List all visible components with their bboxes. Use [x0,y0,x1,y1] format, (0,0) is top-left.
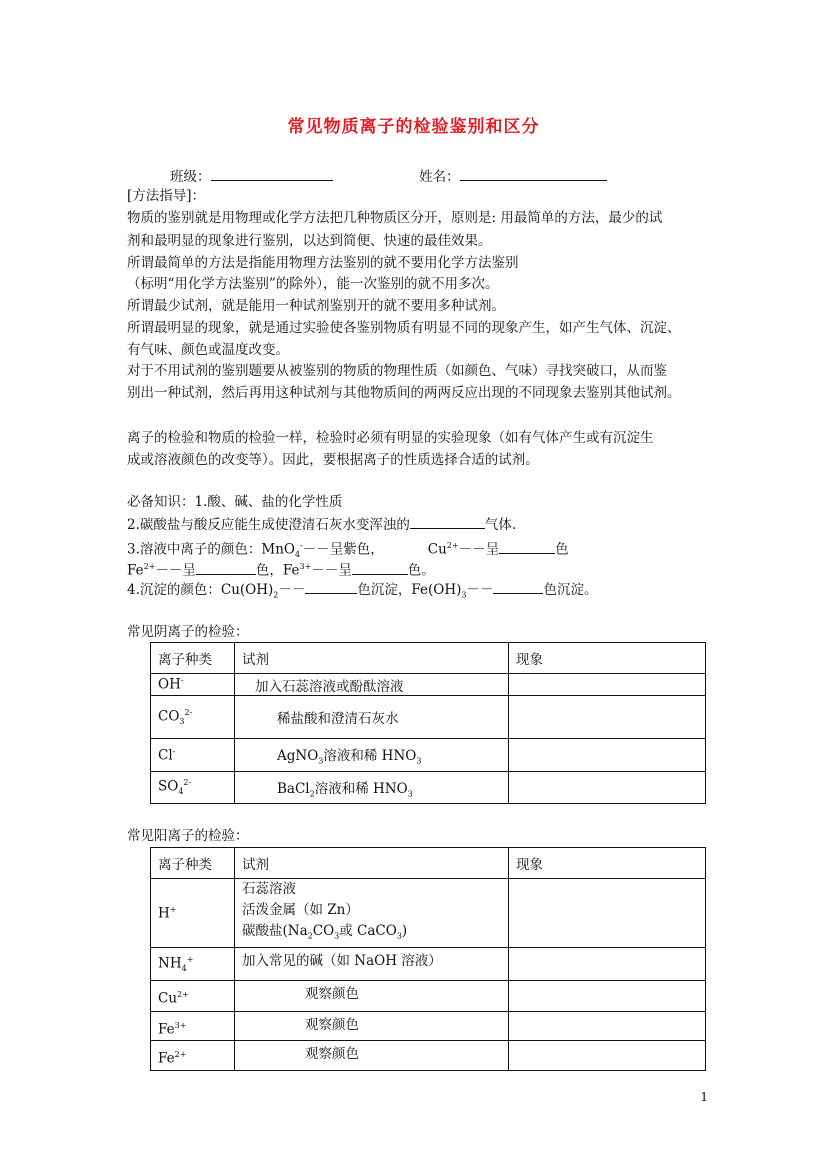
ion-cell [151,1041,235,1071]
subscript: 3 [407,789,413,799]
method-para-line: 别出一种试剂，然后再用这种试剂与其他物质间的两两反应出现的不同现象去鉴别其他试剂。 [127,385,681,401]
reagent-part: ) [401,923,408,939]
cation-heading: 常见阳离子的检验： [127,828,249,844]
phenomenon-cell[interactable] [509,879,706,948]
document-title: 常见物质离子的检验鉴别和区分 [287,117,540,137]
feoh3-color-blank[interactable] [493,579,543,594]
subscript: 2 [273,590,279,600]
ion-text: NH [158,955,182,972]
cuoh2-color-blank[interactable] [305,579,357,594]
phenomenon-cell[interactable] [509,1041,706,1071]
reagent-cell: 加入常见的碱（如 NaOH 溶液） [235,947,509,980]
ion-cell [151,1011,235,1041]
reagent-cell [235,772,509,804]
method-para-line: 所谓最少试剂，就是能用一种试剂鉴别开的就不要用多种试剂。 [127,298,505,314]
knowledge-text: －－呈紫色， [302,541,384,558]
table-row [151,879,706,948]
reagent-text: 石蕊溶液 [242,881,296,897]
method-para-line: （标明“用化学方法鉴别”的除外），能一次鉴别的就不用多次。 [127,276,499,292]
method-para-line: 对于不用试剂的鉴别题要从被鉴别的物质的物理性质（如颜色、气味）寻找突破口，从而鉴 [127,363,667,379]
superscript: - [172,746,176,756]
reagent-part: 或 CaCO [339,923,397,939]
ion-cell [151,947,235,980]
subscript: 4 [178,787,184,797]
header-reagent: 试剂 [235,643,509,674]
reagent-cell: 观察颜色 [235,980,509,1011]
ion-cell [151,772,235,804]
knowledge-text: 3.溶液中离子的颜色：MnO [127,541,295,558]
reagent-cell [235,879,509,948]
knowledge-text: 色沉淀，Fe(OH) [357,582,462,598]
table-row [151,1011,706,1041]
superscript: + [169,904,177,914]
ion-cell [151,739,235,772]
knowledge-text: 气体. [484,517,517,533]
header-ion: 离子种类 [151,848,235,879]
knowledge-text: －－ [466,582,494,598]
cu-color-blank[interactable] [499,539,555,554]
knowledge-text: 色。 [407,562,435,579]
fe2-color-blank[interactable] [196,560,256,575]
ion-cell [151,879,235,948]
phenomenon-cell[interactable] [509,674,706,696]
reagent-text: 活泼金属（如 Zn） [242,902,359,918]
knowledge-text: Fe [127,562,144,579]
table-row [151,772,706,804]
ion-text: OH [158,676,181,693]
knowledge-text: 色 [555,541,569,558]
subscript: 2 [307,931,313,941]
superscript: 3+ [299,562,312,571]
ion-cell [151,696,235,739]
class-label: 班级： [170,169,211,185]
superscript: 3+ [174,1020,187,1030]
reagent-cell: 观察颜色 [235,1041,509,1071]
header-phenomenon: 现象 [509,643,706,674]
ion-text: Fe [158,1050,175,1067]
ion-text: Fe [158,1021,175,1038]
reagent-text: BaCl [277,780,310,797]
anion-heading: 常见阴离子的检验： [127,624,249,640]
knowledge-line-5 [127,579,597,606]
cation-table [150,847,706,1071]
method-para-line: 所谓最明显的现象，就是通过实验使各鉴别物质有明显不同的现象产生，如产生气体、沉淀、 [127,320,681,336]
reagent-cell [235,739,509,772]
phenomenon-cell[interactable] [509,772,706,804]
knowledge-line-1: 必备知识：1.酸、碱、盐的化学性质 [127,494,343,510]
method-para-line: 物质的鉴别就是用物理或化学方法把几种物质区分开，原则是: 用最简单的方法，最少的试 [127,210,663,226]
reagent-cell: 观察颜色 [235,1011,509,1041]
table-row [151,947,706,980]
superscript: - [180,676,184,686]
phenomenon-cell[interactable] [509,980,706,1011]
superscript: 2- [184,707,193,717]
table-row [151,1041,706,1071]
superscript: 2+ [446,541,459,550]
knowledge-line-4 [127,557,435,581]
class-blank[interactable] [211,166,333,181]
phenomenon-cell[interactable] [509,947,706,980]
class-name-row [170,166,607,187]
ion-text: CO [158,708,180,725]
method-heading: [方法指导]： [127,188,206,204]
reagent-cell: 加入石蕊溶液或酚酞溶液 [235,674,509,696]
reagent-text: AgNO [277,748,319,765]
method-para-line: 有气味、颜色或温度改变。 [127,342,289,358]
knowledge-text: －－呈 [155,562,196,579]
knowledge-text: 色沉淀。 [543,582,598,598]
knowledge-text: Cu [427,541,447,558]
superscript: + [186,954,194,964]
knowledge-text: 色，Fe [255,562,300,579]
reagent-text [242,921,508,947]
table-row [151,980,706,1011]
superscript: 2- [183,778,192,788]
header-phenomenon: 现象 [509,848,706,879]
ion-text: Cu [158,990,178,1007]
fe3-color-blank[interactable] [352,560,408,575]
ion-para-line: 离子的检验和物质的检验一样，检验时必须有明显的实验现象（如有气体产生或有沉淀生 [127,430,654,446]
subscript: 3 [416,756,422,766]
subscript: 4 [181,963,187,973]
knowledge-text: －－呈 [311,562,352,579]
knowledge-text: －－呈 [458,541,500,558]
ion-cell [151,674,235,696]
subscript: 2 [309,789,315,799]
ion-text: Cl [158,747,173,764]
name-blank[interactable] [460,166,607,181]
table-row [151,739,706,772]
anion-table [150,642,706,804]
method-para-line: 剂和最明显的现象进行鉴别，以达到简便、快速的最佳效果。 [127,233,492,249]
table-row [151,696,706,739]
ion-para-line: 成或溶液颜色的改变等）。因此，要根据离子的性质选择合适的试剂。 [127,452,539,468]
gas-blank[interactable] [410,514,485,529]
superscript: - [300,541,303,550]
subscript: 3 [179,717,185,727]
reagent-text: 溶液和稀 HNO [323,748,417,765]
ion-text: H [158,905,170,922]
knowledge-text: －－ [278,582,306,598]
reagent-text: 溶液和稀 HNO [314,780,408,797]
phenomenon-cell[interactable] [509,1011,706,1041]
table-row [151,674,706,696]
ion-cell [151,980,235,1011]
subscript: 4 [294,550,301,560]
knowledge-text: 4.沉淀的颜色：Cu(OH) [127,582,274,598]
knowledge-line-2 [127,514,516,535]
subscript: 3 [334,931,340,941]
page-number: 1 [700,1090,708,1104]
phenomenon-cell[interactable] [509,696,706,739]
ion-text: SO [158,778,179,795]
reagent-part: 碳酸盐(Na [242,923,308,939]
knowledge-text: 2.碳酸盐与酸反应能生成使澄清石灰水变浑浊的 [127,517,410,533]
superscript: 2+ [174,1050,187,1060]
reagent-part: CO [312,923,335,939]
subscript: 3 [461,590,467,600]
superscript: 2+ [143,562,156,571]
subscript: 3 [318,756,324,766]
subscript: 3 [396,931,402,941]
header-ion: 离子种类 [151,643,235,674]
header-reagent: 试剂 [235,848,509,879]
phenomenon-cell[interactable] [509,739,706,772]
name-label: 姓名： [419,169,460,185]
method-para-line: 所谓最简单的方法是指能用物理方法鉴别的就不要用化学方法鉴别 [127,255,519,271]
superscript: 2+ [177,989,189,999]
reagent-cell: 稀盐酸和澄清石灰水 [235,696,509,739]
